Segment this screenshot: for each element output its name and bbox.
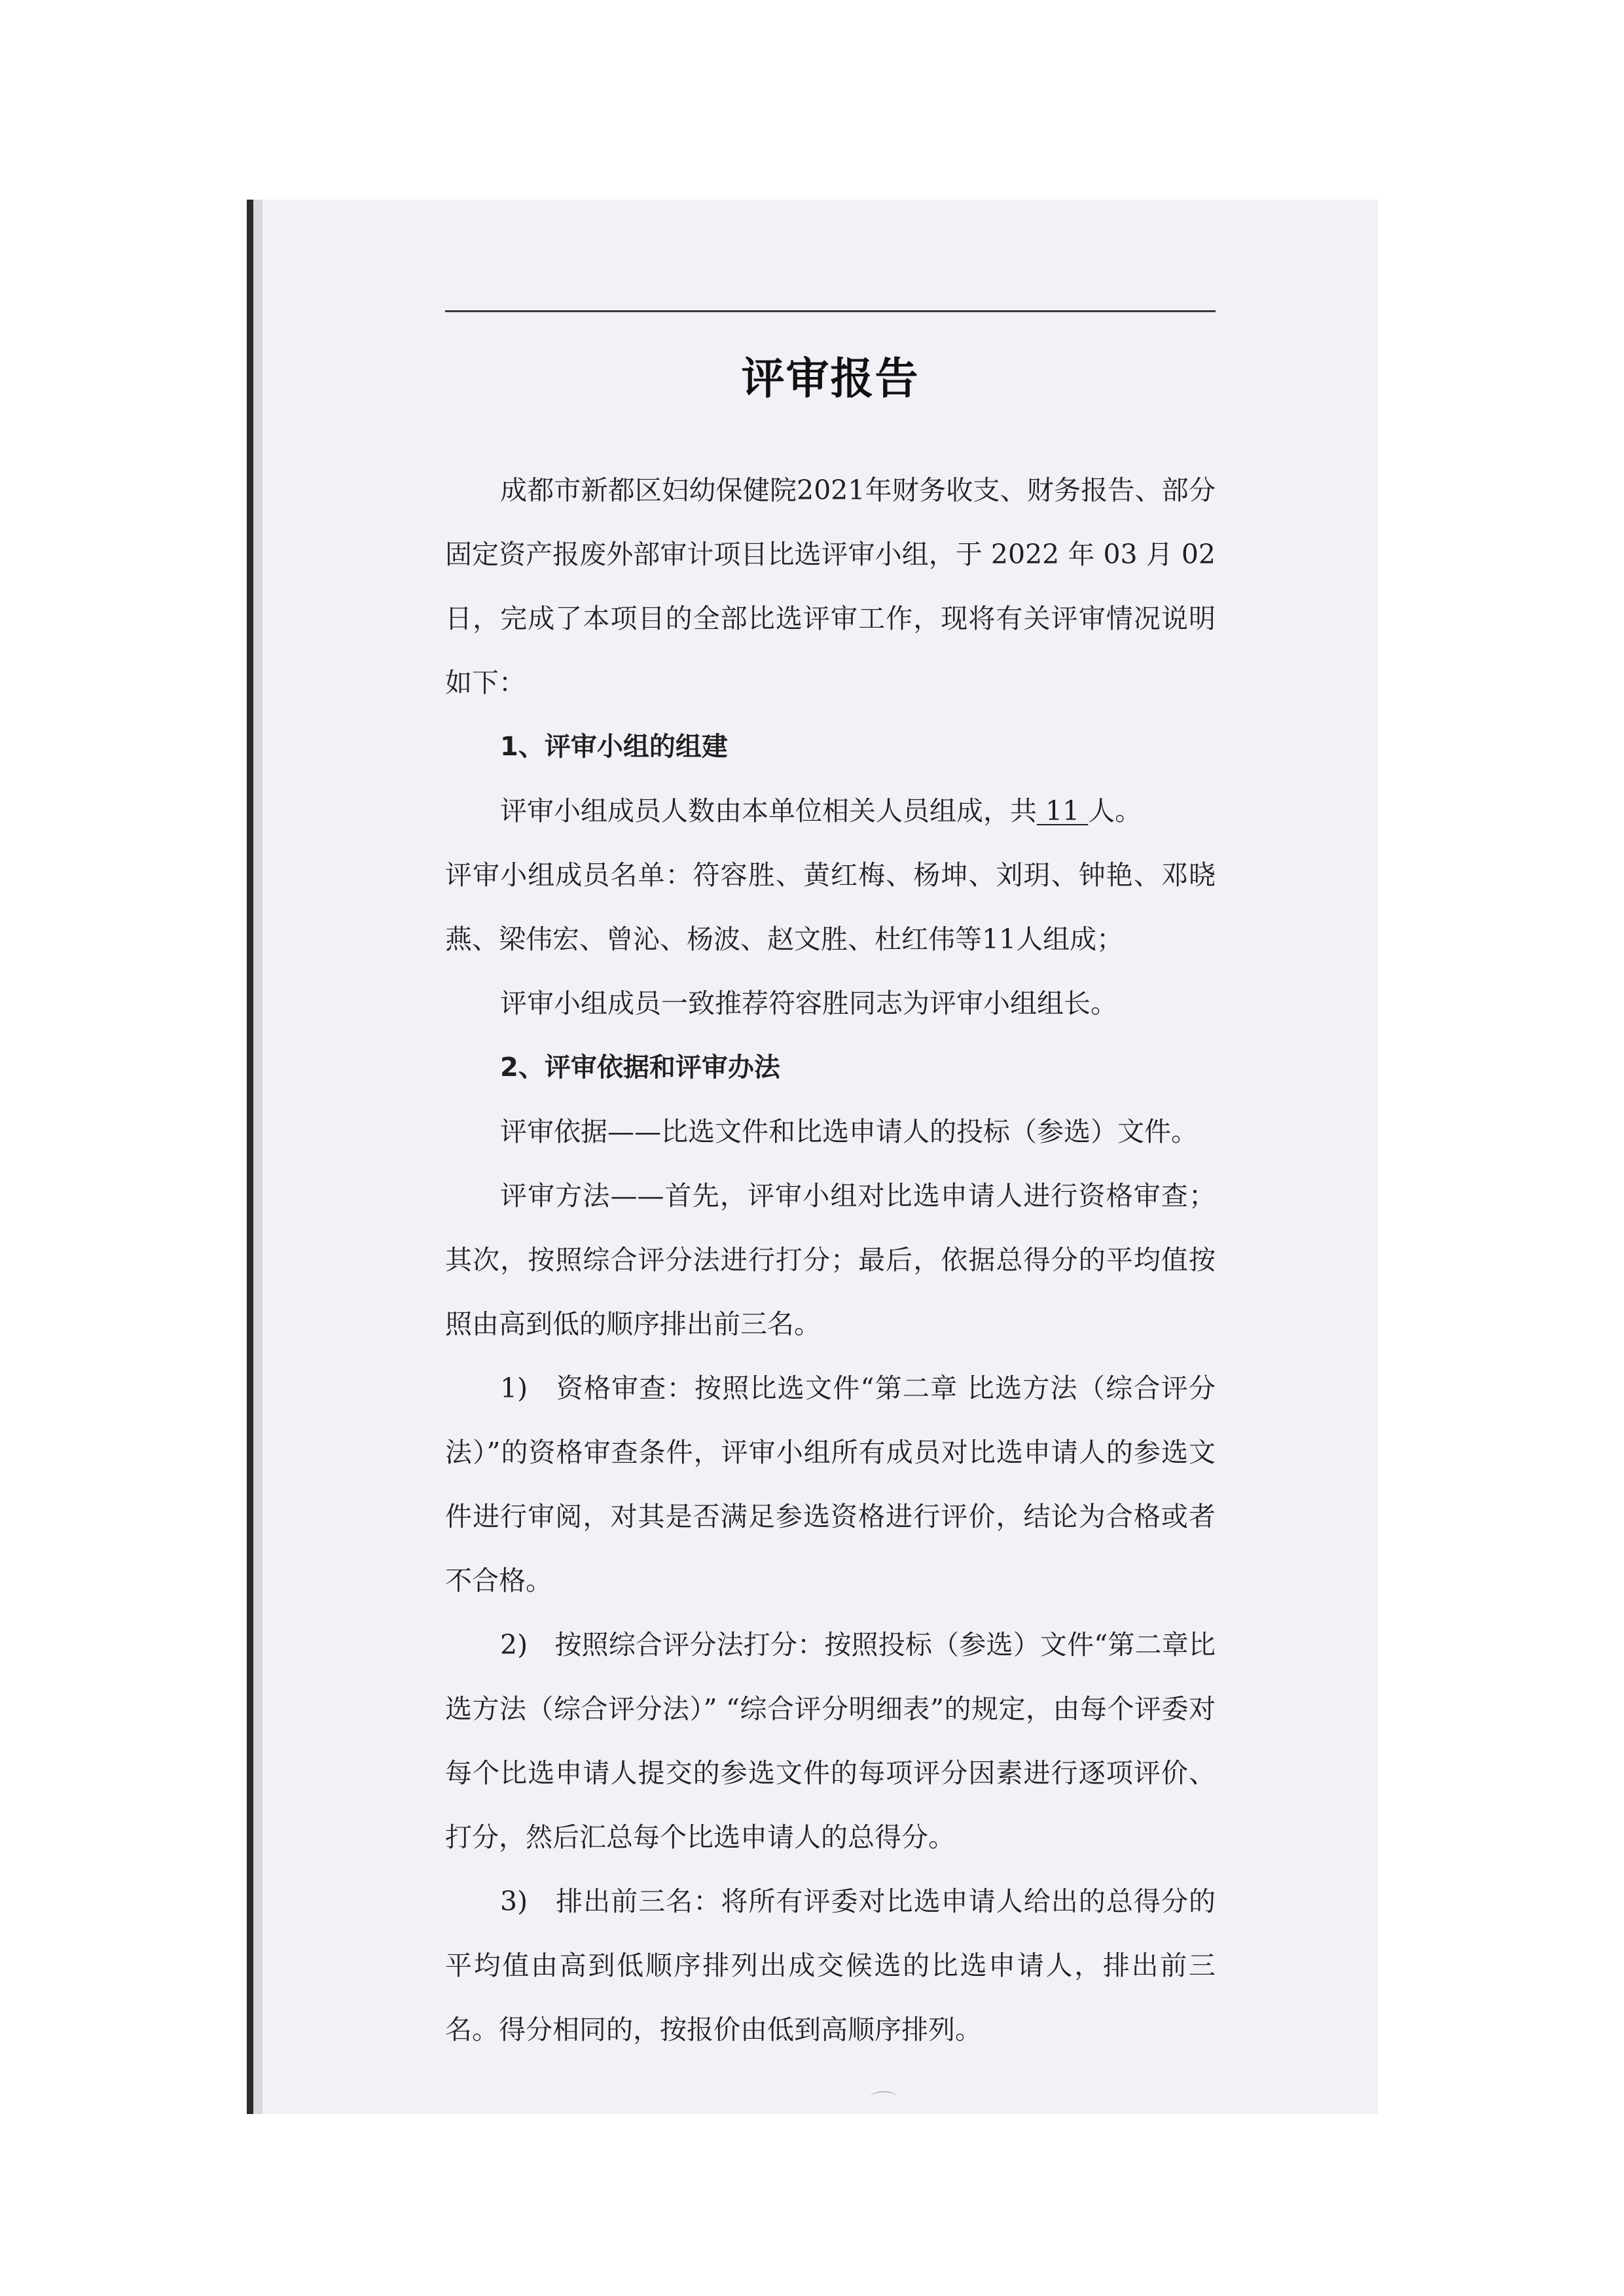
basis-paragraph: 评审依据——比选文件和比选申请人的投标（参选）文件。 xyxy=(500,1116,1198,1147)
committee-size-text: 评审小组成员人数由本单位相关人员组成，共 xyxy=(500,795,1037,827)
member-list-paragraph: 评审小组成员名单：符容胜、黄红梅、杨坤、刘玥、钟艳、邓晓燕、梁伟宏、曾沁、杨波、赵文胜、杜红伟等11人组成； xyxy=(445,859,1216,955)
committee-size-value: 11 xyxy=(1037,795,1089,827)
ranking-paragraph: 3) 排出前三名：将所有评委对比选申请人给出的总得分的平均值由高到低顺序排列出成交候选的比选申请人，排出前三名。得分相同的，按报价由低到高顺序排列。 xyxy=(445,1886,1216,2045)
committee-size-paragraph xyxy=(445,779,1216,843)
intro-paragraph: 成都市新都区妇幼保健院2021年财务收支、财务报告、部分固定资产报废外部审计项目比选评审小组，于 2022 年 03 月 02 日，完成了本项目的全部比选评审工作，现将有关评审情况说明如下： xyxy=(445,475,1216,698)
document-body xyxy=(445,458,1216,2062)
leader-paragraph: 评审小组成员一致推荐符容胜同志为评审小组组长。 xyxy=(500,988,1117,1019)
staple-mark xyxy=(871,2091,897,2103)
section-2-heading: 2、评审依据和评审办法 xyxy=(500,1052,780,1083)
committee-size-unit: 人。 xyxy=(1088,795,1142,827)
section-1-heading: 1、评审小组的组建 xyxy=(500,732,728,762)
scoring-paragraph: 2) 按照综合评分法打分：按照投标（参选）文件“第二章比选方法（综合评分法）” “综合评分明细表”的规定，由每个评委对每个比选申请人提交的参选文件的每项评分因素进行逐项评价、打分，然后汇总每个比选申请人的总得分。 xyxy=(445,1629,1216,1853)
qualification-review-paragraph: 1) 资格审查：按照比选文件“第二章 比选方法（综合评分法）”的资格审查条件，评审小组所有成员对比选申请人的参选文件进行审阅，对其是否满足参选资格进行评价，结论为合格或者不合格。 xyxy=(445,1372,1216,1596)
header-rule xyxy=(445,310,1216,312)
document-title: 评审报告 xyxy=(741,353,920,404)
scan-shadow-edge xyxy=(247,200,253,2114)
method-paragraph: 评审方法——首先，评审小组对比选申请人进行资格审查；其次，按照综合评分法进行打分；最后，依据总得分的平均值按照由高到低的顺序排出前三名。 xyxy=(445,1180,1216,1340)
scan-shadow-fade xyxy=(253,200,262,2114)
